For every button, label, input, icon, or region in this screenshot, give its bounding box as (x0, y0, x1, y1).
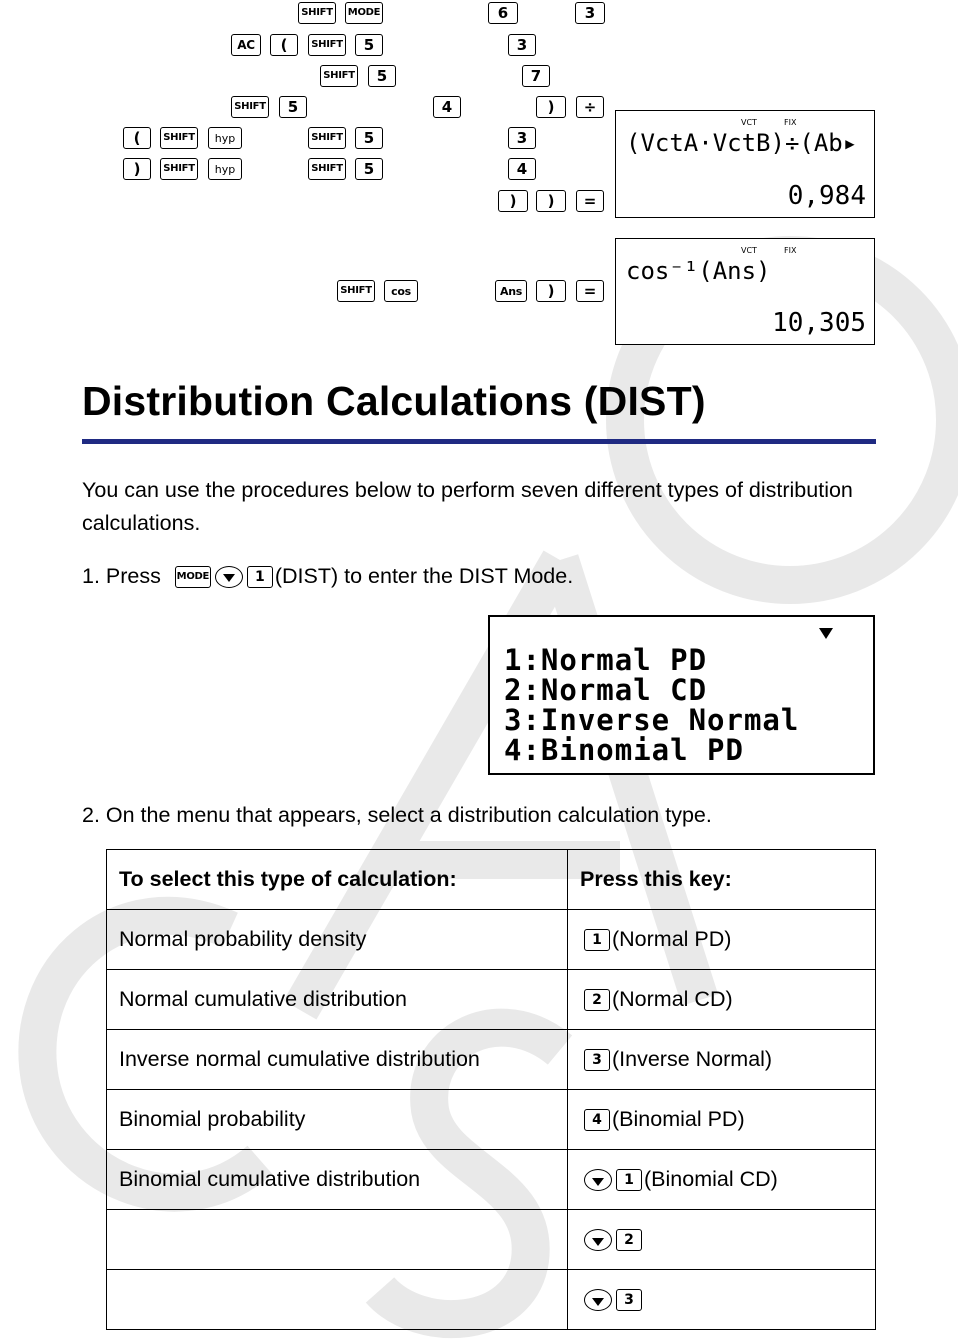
key-5: 5 (355, 34, 383, 56)
key-mode: MODE (345, 2, 383, 24)
vct-indicator: VCT (741, 246, 757, 255)
number-key: 3 (616, 1289, 642, 1311)
key-5: 5 (368, 65, 396, 87)
screen-result: 10,305 (772, 308, 866, 338)
cursor-down-icon (584, 1169, 612, 1191)
key-shift: SHIFT (160, 127, 198, 149)
number-key: 1 (584, 929, 610, 951)
key-6: 6 (488, 2, 518, 24)
menu-item-binomial-pd: 4:Binomial PD (504, 733, 744, 767)
intro-paragraph: You can use the procedures below to perform seven different types of distribution calculations. (82, 478, 853, 535)
key-label: (Normal CD) (612, 987, 733, 1011)
screen-expression: cos⁻¹(Ans) (626, 257, 771, 285)
calculation-type: Binomial cumulative distribution (107, 1150, 568, 1210)
key-close-paren: ) (123, 158, 151, 180)
step-1-suffix: (DIST) to enter the DIST Mode. (274, 564, 574, 588)
key-close-paren: ) (536, 280, 566, 302)
key-hyp: hyp (208, 158, 242, 180)
calculator-screen-dot-product (615, 110, 875, 218)
key-4: 4 (433, 96, 461, 118)
title-underline (82, 439, 876, 444)
mode-key: MODE (175, 566, 211, 588)
number-key: 1 (616, 1169, 642, 1191)
key-5: 5 (355, 127, 383, 149)
key-label: (Binomial PD) (612, 1107, 745, 1131)
column-header-key: Press this key: (568, 850, 876, 910)
table-row (107, 1210, 876, 1270)
key-shift: SHIFT (308, 34, 346, 56)
calculation-type (107, 1270, 568, 1330)
key-cell (568, 1270, 876, 1330)
key-shift: SHIFT (320, 65, 358, 87)
key-1: 1 (247, 566, 273, 588)
key-close-paren: ) (498, 190, 528, 212)
number-key: 4 (584, 1109, 610, 1131)
key-divide: ÷ (576, 96, 604, 118)
calculation-type: Inverse normal cumulative distribution (107, 1030, 568, 1090)
table-row (107, 970, 876, 1030)
key-ans: Ans (495, 280, 527, 302)
scroll-down-indicator-icon (819, 628, 833, 639)
key-label: (Binomial CD) (644, 1167, 778, 1191)
screen-result: 0,984 (787, 181, 866, 211)
key-cell (568, 1210, 876, 1270)
table-row (107, 910, 876, 970)
key-shift: SHIFT (298, 2, 336, 24)
key-5: 5 (279, 96, 307, 118)
calculation-type (107, 1210, 568, 1270)
key-equals: = (576, 280, 604, 302)
key-cell (568, 910, 876, 970)
cursor-down-icon (215, 566, 243, 588)
number-key: 2 (584, 989, 610, 1011)
section-title: Distribution Calculations (DIST) (82, 378, 706, 424)
key-open-paren: ( (270, 34, 298, 56)
fix-indicator: FIX (784, 118, 797, 127)
key-3: 3 (575, 2, 605, 24)
key-cell (568, 1090, 876, 1150)
key-open-paren: ( (123, 127, 151, 149)
table-header-row (107, 850, 876, 910)
fix-indicator: FIX (784, 246, 797, 255)
key-3: 3 (508, 127, 536, 149)
key-shift: SHIFT (231, 96, 269, 118)
calculation-type: Normal cumulative distribution (107, 970, 568, 1030)
calculation-type: Normal probability density (107, 910, 568, 970)
dist-menu-screen (488, 615, 875, 775)
step-2: 2. On the menu that appears, select a distribution calculation type. (82, 803, 712, 827)
table-row (107, 1270, 876, 1330)
key-label: (Normal PD) (612, 927, 732, 951)
table-row (107, 1150, 876, 1210)
calculation-type: Binomial probability (107, 1090, 568, 1150)
key-4: 4 (508, 158, 536, 180)
key-cell (568, 1150, 876, 1210)
key-label: (Inverse Normal) (612, 1047, 773, 1071)
key-5: 5 (355, 158, 383, 180)
key-equals: = (576, 190, 604, 212)
column-header-calculation: To select this type of calculation: (107, 850, 568, 910)
key-cell (568, 970, 876, 1030)
cursor-down-icon (584, 1289, 612, 1311)
key-close-paren: ) (536, 190, 566, 212)
vct-indicator: VCT (741, 118, 757, 127)
calculator-screen-arccos (615, 238, 875, 345)
step-1-prefix: 1. Press (82, 564, 161, 588)
distribution-key-table (106, 849, 876, 1330)
table-row (107, 1090, 876, 1150)
number-key: 2 (616, 1229, 642, 1251)
screen-expression: (VctA·VctB)÷(Ab▸ (626, 129, 858, 157)
key-hyp: hyp (208, 127, 242, 149)
key-cell (568, 1030, 876, 1090)
key-shift: SHIFT (308, 127, 346, 149)
key-7: 7 (522, 65, 550, 87)
key-shift: SHIFT (308, 158, 346, 180)
menu-item-normal-pd: 1:Normal PD (504, 643, 708, 677)
key-shift: SHIFT (337, 280, 375, 302)
key-close-paren: ) (536, 96, 566, 118)
cursor-down-icon (584, 1229, 612, 1251)
menu-item-inverse-normal: 3:Inverse Normal (504, 703, 800, 737)
number-key: 3 (584, 1049, 610, 1071)
key-shift: SHIFT (160, 158, 198, 180)
key-ac: AC (231, 34, 261, 56)
key-cos: cos (384, 280, 418, 302)
menu-item-normal-cd: 2:Normal CD (504, 673, 708, 707)
step-1 (82, 564, 573, 589)
key-3: 3 (508, 34, 536, 56)
table-row (107, 1030, 876, 1090)
